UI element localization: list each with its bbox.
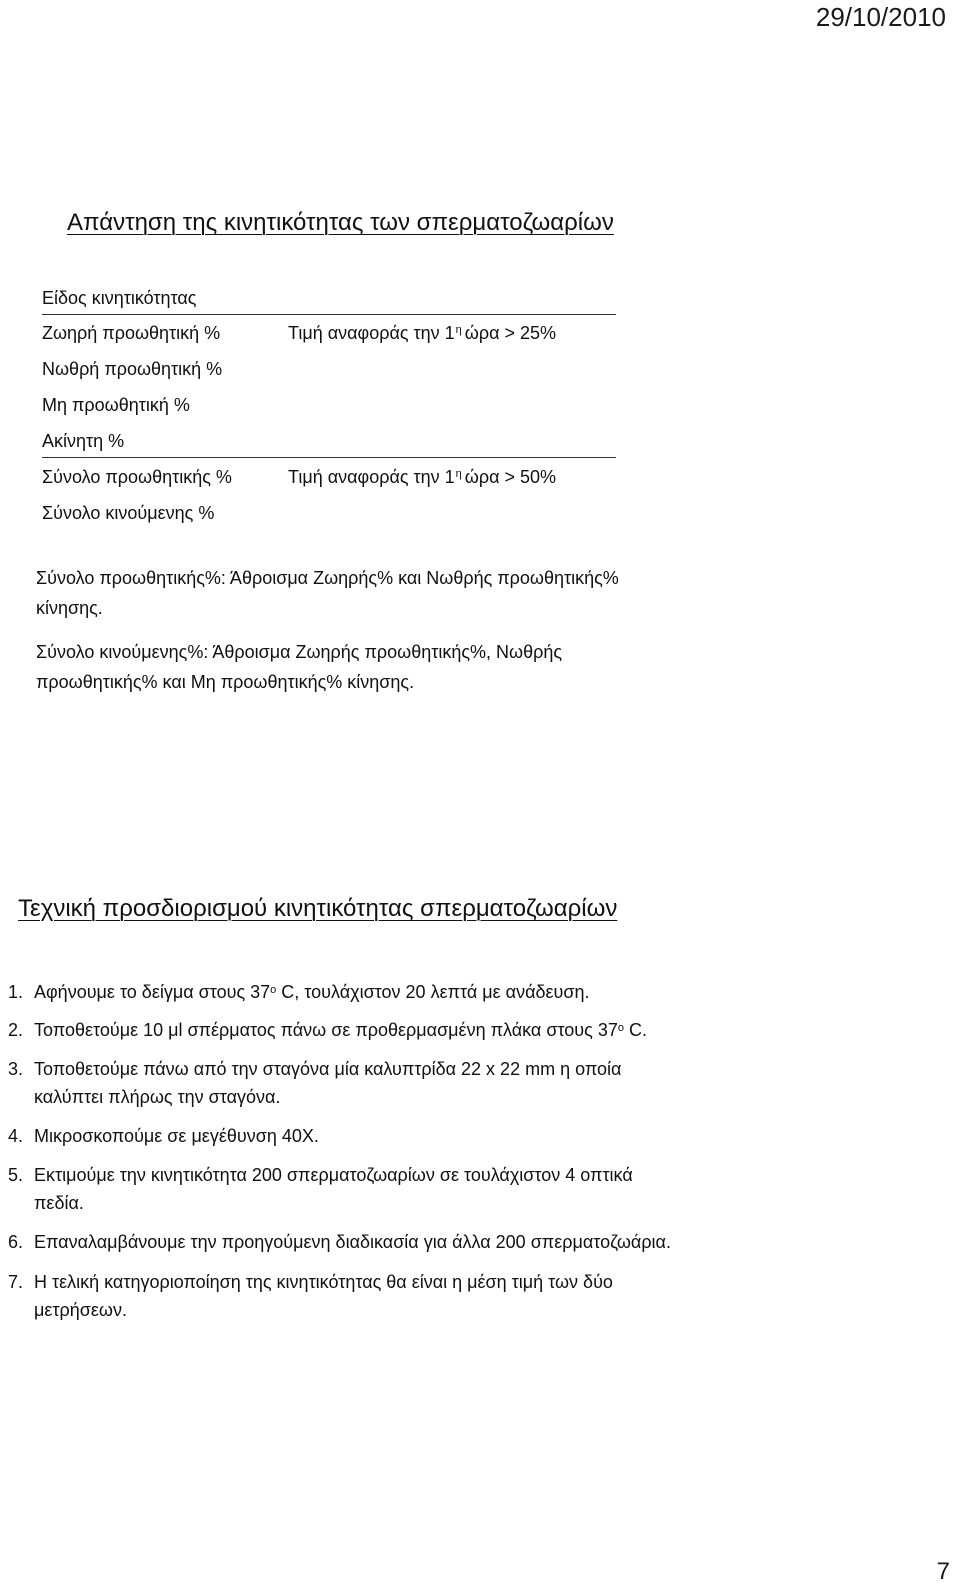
step-item: [8, 1161, 768, 1217]
step-item: [8, 978, 768, 1006]
reference-value: Τιμή αναφοράς την $1^\eta$ ώρα > 50%: [288, 467, 557, 487]
step-text: Τοποθετούμε πάνω από την σταγόνα μία καλυπτρίδα 22 x 22 mm η οποία: [34, 1059, 622, 1079]
step-item: [8, 1122, 768, 1150]
step-text: Μικροσκοπούμε σε μεγέθυνση 40Χ.: [34, 1126, 319, 1146]
step-text-continued: πεδία.: [34, 1193, 84, 1213]
row-total-motile: [42, 502, 214, 524]
row-label: Νωθρή προωθητική %: [42, 359, 223, 379]
row-non-progressive: [42, 394, 190, 416]
motility-response-title: Απάντηση της κινητικότητας των σπερματοζωαρίων: [67, 209, 614, 236]
row-immotile: [42, 430, 124, 452]
row-label: Είδος κινητικότητας: [42, 288, 197, 308]
row-sluggish-progressive: [42, 358, 222, 380]
row-total-progressive: [42, 466, 557, 488]
step-text: Αφήνουμε το δείγμα στους $37^o$ C, τουλάχιστον 20 λεπτά με ανάδευση.: [34, 982, 590, 1002]
row-label: Μη προωθητική %: [42, 395, 190, 415]
step-number: 4.: [8, 1126, 24, 1146]
row-label: Ζωηρή προωθητική %: [42, 323, 221, 343]
step-text: Επαναλαμβάνουμε την προηγούμενη διαδικασία για άλλα 200 σπερματοζωάρια.: [34, 1232, 671, 1252]
step-number: 6.: [8, 1232, 24, 1252]
document-date: 29/10/2010: [815, 2, 946, 32]
step-item: [8, 1055, 768, 1111]
step-item: [8, 1228, 768, 1256]
motility-type-header: [42, 287, 196, 309]
step-number: 3.: [8, 1059, 24, 1079]
step-text: Εκτιμούμε την κινητικότητα 200 σπερματοζωαρίων σε τουλάχιστον 4 οπτικά: [34, 1165, 633, 1185]
row-label: Σύνολο κινούμενης %: [42, 503, 215, 523]
table-rule-top: [42, 314, 616, 315]
table-rule-middle: [42, 457, 616, 458]
page-number: 7: [936, 1558, 950, 1585]
row-label: Σύνολο προωθητικής %: [42, 467, 232, 487]
definition-total-progressive: Σύνολο προωθητικής%: Άθροισμα Ζωηρής% και Νωθρής προωθητικής% κίνησης.: [36, 568, 619, 618]
technique-title: Τεχνική προσδιορισμού κινητικότητας σπερματοζωαρίων: [18, 895, 618, 922]
step-text: Τοποθετούμε 10 μl σπέρματος πάνω σε προθερμασμένη πλάκα στους $37^o$ C.: [34, 1020, 647, 1040]
step-text: Η τελική κατηγοριοποίηση της κινητικότητας θα είναι η μέση τιμή των δύο: [34, 1272, 613, 1292]
step-number: 5.: [8, 1165, 24, 1185]
step-text-continued: μετρήσεων.: [34, 1300, 127, 1320]
step-item: [8, 1016, 768, 1044]
step-number: 7.: [8, 1272, 24, 1292]
definition-total-motile: Σύνολο κινούμενης%: Άθροισμα Ζωηρής προωθητικής%, Νωθρής προωθητικής% και Μη προωθητικής% κίνησης.: [36, 642, 563, 692]
row-label: Ακίνητη %: [42, 431, 125, 451]
step-number: 2.: [8, 1020, 24, 1040]
step-number: 1.: [8, 982, 24, 1002]
step-item: [8, 1268, 768, 1324]
step-text-continued: καλύπτει πλήρως την σταγόνα.: [34, 1087, 281, 1107]
row-vigorous-progressive: [42, 322, 557, 344]
reference-value: Τιμή αναφοράς την $1^\eta$ ώρα > 25%: [288, 323, 557, 343]
